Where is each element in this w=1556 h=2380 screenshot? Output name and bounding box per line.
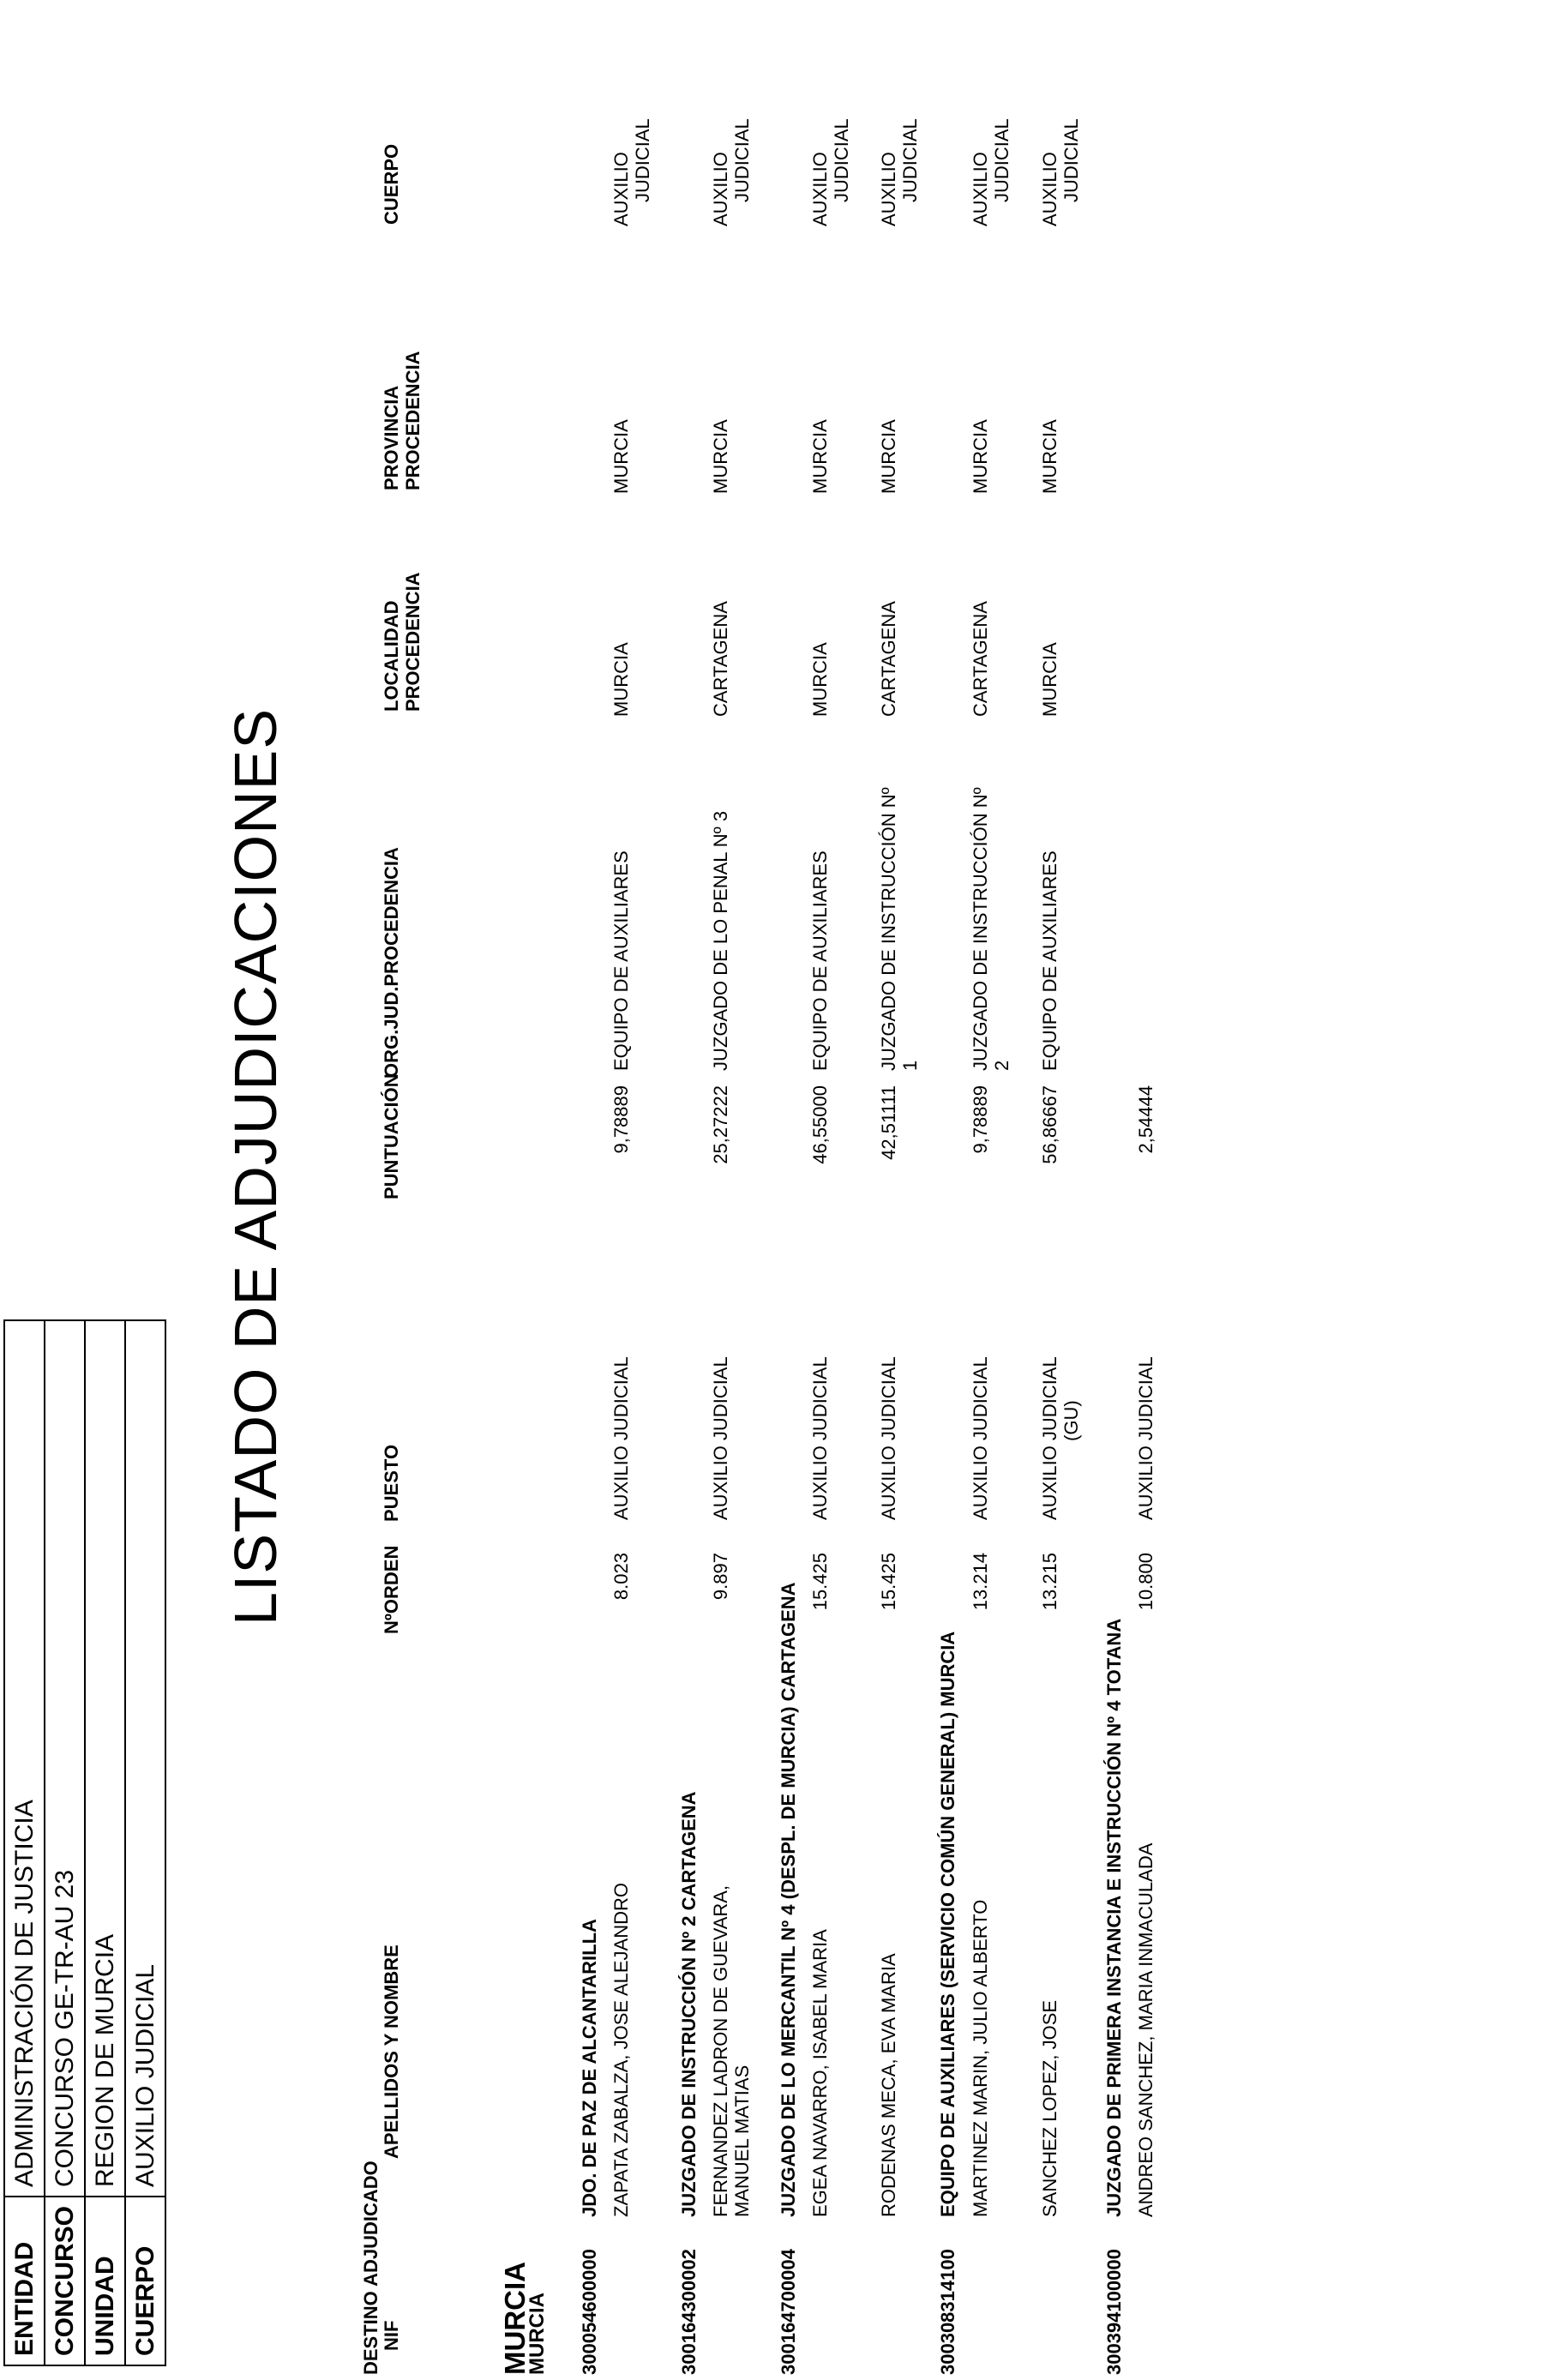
- entry-nombre: ZAPATA ZABALZA, JOSE ALEJANDRO: [610, 1883, 632, 2217]
- entry-nombre: ANDREO SANCHEZ, MARIA INMACULADA: [1135, 1842, 1156, 2217]
- entry-cuerpo: AUXILIO: [610, 152, 632, 226]
- entry-cuerpo: AUXILIO: [710, 152, 731, 226]
- group-name: JUZGADO DE PRIMERA INSTANCIA E INSTRUCCIÓN Nº 4 TOTANA: [1103, 1618, 1125, 2217]
- entry-puntuacion: 56,86667: [1039, 1085, 1060, 1164]
- entry-org-procedencia: EQUIPO DE AUXILIARES: [1039, 850, 1060, 1071]
- entry-provincia: MURCIA: [610, 419, 632, 494]
- info-value: AUXILIO JUDICIAL: [125, 1320, 165, 2197]
- group-name: JUZGADO DE INSTRUCCIÓN Nº 2 CARTAGENA: [678, 1791, 700, 2217]
- col-header-localidad-line2: PROCEDENCIA: [402, 572, 424, 712]
- entry-nombre: RODENAS MECA, EVA MARIA: [878, 1953, 899, 2217]
- entry-localidad: MURCIA: [809, 642, 831, 717]
- entry-cuerpo: AUXILIO: [1039, 152, 1060, 226]
- info-row-cuerpo: [125, 1320, 165, 2365]
- entry-puesto: AUXILIO JUDICIAL: [809, 1356, 831, 1520]
- info-label: CUERPO: [125, 2197, 165, 2365]
- entry-puntuacion: 9,78889: [970, 1085, 991, 1154]
- entry-cuerpo-line2: JUDICIAL: [991, 118, 1012, 202]
- entry-orden: 10.800: [1135, 1553, 1156, 1611]
- group-code: 300394100000: [1103, 2249, 1125, 2375]
- info-label: CONCURSO: [45, 2197, 85, 2365]
- entry-localidad: CARTAGENA: [710, 601, 731, 717]
- entry-org-procedencia-line2: 1: [899, 1060, 921, 1071]
- info-label: UNIDAD: [85, 2197, 125, 2365]
- group-name: JUZGADO DE LO MERCANTIL Nº 4 (DESPL. DE MURCIA) CARTAGENA: [778, 1582, 799, 2217]
- entry-cuerpo-line2: JUDICIAL: [1060, 118, 1082, 202]
- entry-cuerpo: AUXILIO: [970, 152, 991, 226]
- col-header-norden: NºORDEN: [381, 1545, 402, 1634]
- destino-label: DESTINO ADJUDICADO: [360, 2161, 381, 2375]
- col-header-nif: NIF: [381, 2320, 402, 2351]
- col-header-cuerpo: CUERPO: [381, 143, 402, 225]
- entry-cuerpo-line2: JUDICIAL: [831, 118, 852, 202]
- entry-provincia: MURCIA: [809, 419, 831, 494]
- info-row-unidad: [85, 1320, 125, 2365]
- col-header-localidad-line1: LOCALIDAD: [381, 600, 402, 712]
- entry-orden: 13.215: [1039, 1553, 1060, 1611]
- col-header-provincia-line1: PROVINCIA: [381, 385, 402, 490]
- entry-puesto: AUXILIO JUDICIAL: [610, 1356, 632, 1520]
- entry-localidad: CARTAGENA: [970, 601, 991, 717]
- entry-cuerpo-line2: JUDICIAL: [899, 118, 921, 202]
- entry-provincia: MURCIA: [1039, 419, 1060, 494]
- group-code: 300308314100: [937, 2249, 958, 2375]
- entry-cuerpo: AUXILIO: [878, 152, 899, 226]
- header-info-table: [3, 1319, 166, 2366]
- col-header-org-procedencia: ORG.JUD.PROCEDENCIA: [381, 847, 402, 1078]
- col-header-provincia-line2: PROCEDENCIA: [402, 351, 424, 490]
- entry-puntuacion: 9,78889: [610, 1085, 632, 1154]
- entry-cuerpo-line2: JUDICIAL: [731, 118, 753, 202]
- info-value: ADMINISTRACIÓN DE JUSTICIA: [4, 1320, 45, 2197]
- info-row-entidad: [4, 1320, 45, 2365]
- entry-org-procedencia: EQUIPO DE AUXILIARES: [610, 850, 632, 1071]
- entry-org-procedencia: EQUIPO DE AUXILIARES: [809, 850, 831, 1071]
- col-header-puesto: PUESTO: [381, 1444, 402, 1522]
- group-code: 300054600000: [579, 2249, 600, 2375]
- col-header-provincia: [381, 351, 424, 490]
- entry-puntuacion: 25,27222: [710, 1085, 731, 1164]
- entry-org-procedencia: JUZGADO DE LO PENAL Nº 3: [710, 810, 731, 1071]
- col-header-puntuacion: PUNTUACIÓN: [381, 1073, 402, 1199]
- entry-nombre: FERNANDEZ LADRON DE GUEVARA,: [710, 1884, 731, 2217]
- entry-provincia: MURCIA: [970, 419, 991, 494]
- entry-nombre: MARTINEZ MARIN, JULIO ALBERTO: [970, 1899, 991, 2217]
- entry-puesto-line2: (GU): [1060, 1400, 1082, 1441]
- info-row-concurso: [45, 1320, 85, 2365]
- entry-cuerpo: AUXILIO: [809, 152, 831, 226]
- entry-orden: 13.214: [970, 1553, 991, 1611]
- entry-puesto: AUXILIO JUDICIAL: [1135, 1356, 1156, 1520]
- region-heading: MURCIA: [499, 2262, 531, 2375]
- entry-cuerpo-line2: JUDICIAL: [632, 118, 653, 202]
- col-header-apellidos: APELLIDOS Y NOMBRE: [381, 1944, 402, 2159]
- entry-orden: 9.897: [710, 1553, 731, 1601]
- info-value: REGION DE MURCIA: [85, 1320, 125, 2197]
- group-name: EQUIPO DE AUXILIARES (SERVICIO COMÚN GENERAL) MURCIA: [937, 1631, 958, 2217]
- entry-puntuacion: 42,51111: [878, 1085, 899, 1160]
- entry-orden: 15.425: [809, 1553, 831, 1611]
- group-code: 300164700004: [778, 2249, 799, 2375]
- entry-puesto: AUXILIO JUDICIAL: [878, 1356, 899, 1520]
- info-value: CONCURSO GE-TR-AU 23: [45, 1320, 85, 2197]
- entry-nombre-line2: MANUEL MATIAS: [731, 2064, 753, 2217]
- entry-localidad: MURCIA: [610, 642, 632, 717]
- entry-puesto: AUXILIO JUDICIAL: [1039, 1356, 1060, 1520]
- group-name: JDO. DE PAZ DE ALCANTARILLA: [579, 1919, 600, 2217]
- subregion-heading: MURCIA: [526, 2293, 549, 2375]
- entry-org-procedencia: JUZGADO DE INSTRUCCIÓN Nº: [878, 787, 899, 1071]
- page-title: LISTADO DE ADJUDICACIONES: [222, 707, 289, 1626]
- entry-orden: 15.425: [878, 1553, 899, 1611]
- entry-orden: 8.023: [610, 1553, 632, 1601]
- entry-localidad: MURCIA: [1039, 642, 1060, 717]
- entry-puntuacion: 46,55000: [809, 1085, 831, 1164]
- entry-puesto: AUXILIO JUDICIAL: [710, 1356, 731, 1520]
- entry-puesto: AUXILIO JUDICIAL: [970, 1356, 991, 1520]
- entry-localidad: CARTAGENA: [878, 601, 899, 717]
- entry-org-procedencia: JUZGADO DE INSTRUCCIÓN Nº: [970, 787, 991, 1071]
- col-header-localidad: [381, 572, 424, 712]
- group-code: 300164300002: [678, 2249, 700, 2375]
- entry-provincia: MURCIA: [710, 419, 731, 494]
- info-label: ENTIDAD: [4, 2197, 45, 2365]
- entry-puntuacion: 2,54444: [1135, 1085, 1156, 1154]
- entry-org-procedencia-line2: 2: [991, 1060, 1012, 1071]
- entry-provincia: MURCIA: [878, 419, 899, 494]
- entry-nombre: EGEA NAVARRO, ISABEL MARIA: [809, 1929, 831, 2217]
- entry-nombre: SANCHEZ LOPEZ, JOSE: [1039, 1999, 1060, 2217]
